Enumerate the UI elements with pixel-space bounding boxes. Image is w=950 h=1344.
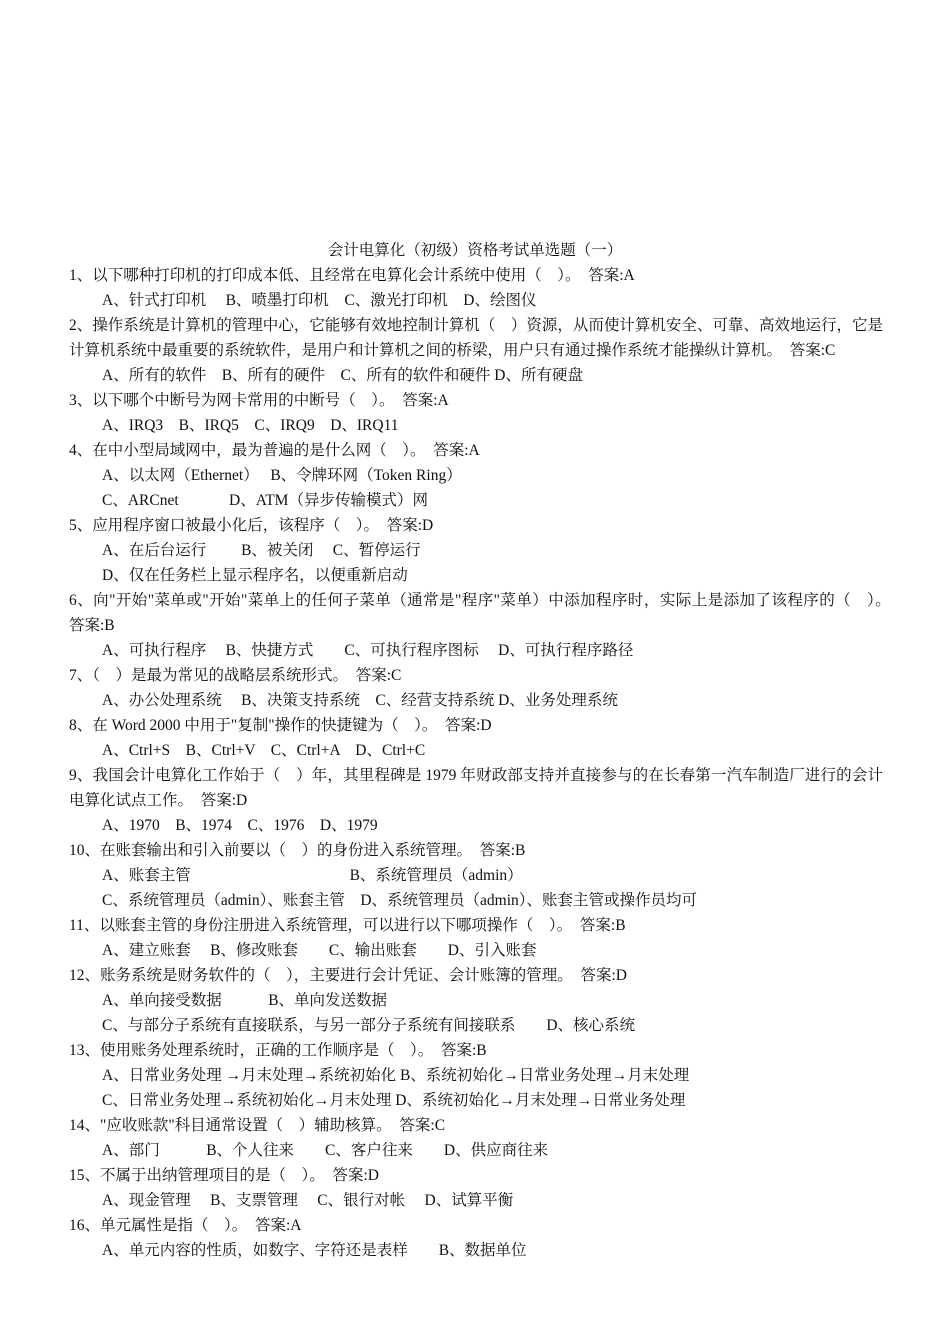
question-text: 7、（ ）是最为常见的战略层系统形式。 答案:C (69, 667, 402, 684)
question-text: 14、"应收账款"科目通常设置（ ）辅助核算。 答案:C (69, 1117, 446, 1134)
question-text: 8、在 Word 2000 中用于"复制"操作的快捷键为（ ）。 答案:D (69, 717, 492, 734)
question-text: 10、在账套输出和引入前要以（ ）的身份进入系统管理。 答案:B (69, 842, 526, 859)
answer-options: A、现金管理 B、支票管理 C、银行对帐 D、试算平衡 (102, 1192, 514, 1209)
question-text: 9、我国会计电算化工作始于（ ）年，其里程碑是 1979 年财政部支持并直接参与的在长春第一汽车制造厂进行的会计电算化试点工作。 答案:D (69, 767, 883, 809)
answer-options: C、与部分子系统有直接联系，与另一部分子系统有间接联系 D、核心系统 (102, 1017, 636, 1034)
answer-options: A、日常业务处理 →月末处理→系统初始化 B、系统初始化→日常业务处理→月末处理 (102, 1067, 690, 1084)
question-text: 4、在中小型局域网中，最为普遍的是什么网（ ）。 答案:A (69, 442, 480, 459)
answer-options: A、账套主管 B、系统管理员（admin） (102, 867, 523, 884)
question-text: 6、向"开始"菜单或"开始"菜单上的任何子菜单（通常是"程序"菜单）中添加程序时，实际上是添加了该程序的（ ）。 答案:B (69, 592, 899, 634)
answer-options: A、部门 B、个人往来 C、客户往来 D、供应商往来 (102, 1142, 549, 1159)
answer-options: A、办公处理系统 B、决策支持系统 C、经营支持系统 D、业务处理系统 (102, 692, 618, 709)
answer-options: D、仅在任务栏上显示程序名，以便重新启动 (102, 567, 408, 584)
question-text: 12、账务系统是财务软件的（ ），主要进行会计凭证、会计账簿的管理。 答案:D (69, 967, 628, 984)
answer-options: A、单元内容的性质，如数字、字符还是表样 B、数据单位 (102, 1242, 527, 1259)
answer-options: A、建立账套 B、修改账套 C、输出账套 D、引入账套 (102, 942, 537, 959)
document-title: 会计电算化（初级）资格考试单选题（一） (327, 242, 623, 259)
question-text: 11、以账套主管的身份注册进入系统管理，可以进行以下哪项操作（ ）。 答案:B (69, 917, 626, 934)
answer-options: A、单向接受数据 B、单向发送数据 (102, 992, 388, 1009)
answer-options: A、IRQ3 B、IRQ5 C、IRQ9 D、IRQ11 (102, 417, 399, 434)
question-text: 15、不属于出纳管理项目的是（ ）。 答案:D (69, 1167, 380, 1184)
question-list (69, 263, 899, 1263)
answer-options: C、ARCnet D、ATM（异步传输模式）网 (102, 492, 428, 509)
answer-options: C、日常业务处理→系统初始化→月末处理 D、系统初始化→月末处理→日常业务处理 (102, 1092, 686, 1109)
question-text: 16、单元属性是指（ ）。 答案:A (69, 1217, 302, 1234)
answer-options: A、1970 B、1974 C、1976 D、1979 (102, 817, 378, 834)
question-text: 5、应用程序窗口被最小化后，该程序（ ）。 答案:D (69, 517, 434, 534)
answer-options: A、可执行程序 B、快捷方式 C、可执行程序图标 D、可执行程序路径 (102, 642, 634, 659)
question-text: 1、以下哪种打印机的打印成本低、且经常在电算化会计系统中使用（ ）。 答案:A (69, 267, 635, 284)
question-text: 2、操作系统是计算机的管理中心，它能够有效地控制计算机（ ）资源，从而使计算机安全、可靠、高效地运行，它是计算机系统中最重要的系统软件，是用户和计算机之间的桥梁，用户只有通过操作系统才能操纵计算机。 答案:C (69, 317, 883, 359)
answer-options: A、Ctrl+S B、Ctrl+V C、Ctrl+A D、Ctrl+C (102, 742, 426, 759)
answer-options: C、系统管理员（admin）、账套主管 D、系统管理员（admin）、账套主管或操作员均可 (102, 892, 698, 909)
question-text: 13、使用账务处理系统时，正确的工作顺序是（ ）。 答案:B (69, 1042, 487, 1059)
answer-options: A、在后台运行 B、被关闭 C、暂停运行 (102, 542, 421, 559)
answer-options: A、以太网（Ethernet） B、令牌环网（Token Ring） (102, 467, 462, 484)
answer-options: A、针式打印机 B、喷墨打印机 C、激光打印机 D、绘图仪 (102, 292, 537, 309)
question-text: 3、以下哪个中断号为网卡常用的中断号（ ）。 答案:A (69, 392, 449, 409)
answer-options: A、所有的软件 B、所有的硬件 C、所有的软件和硬件 D、所有硬盘 (102, 367, 583, 384)
